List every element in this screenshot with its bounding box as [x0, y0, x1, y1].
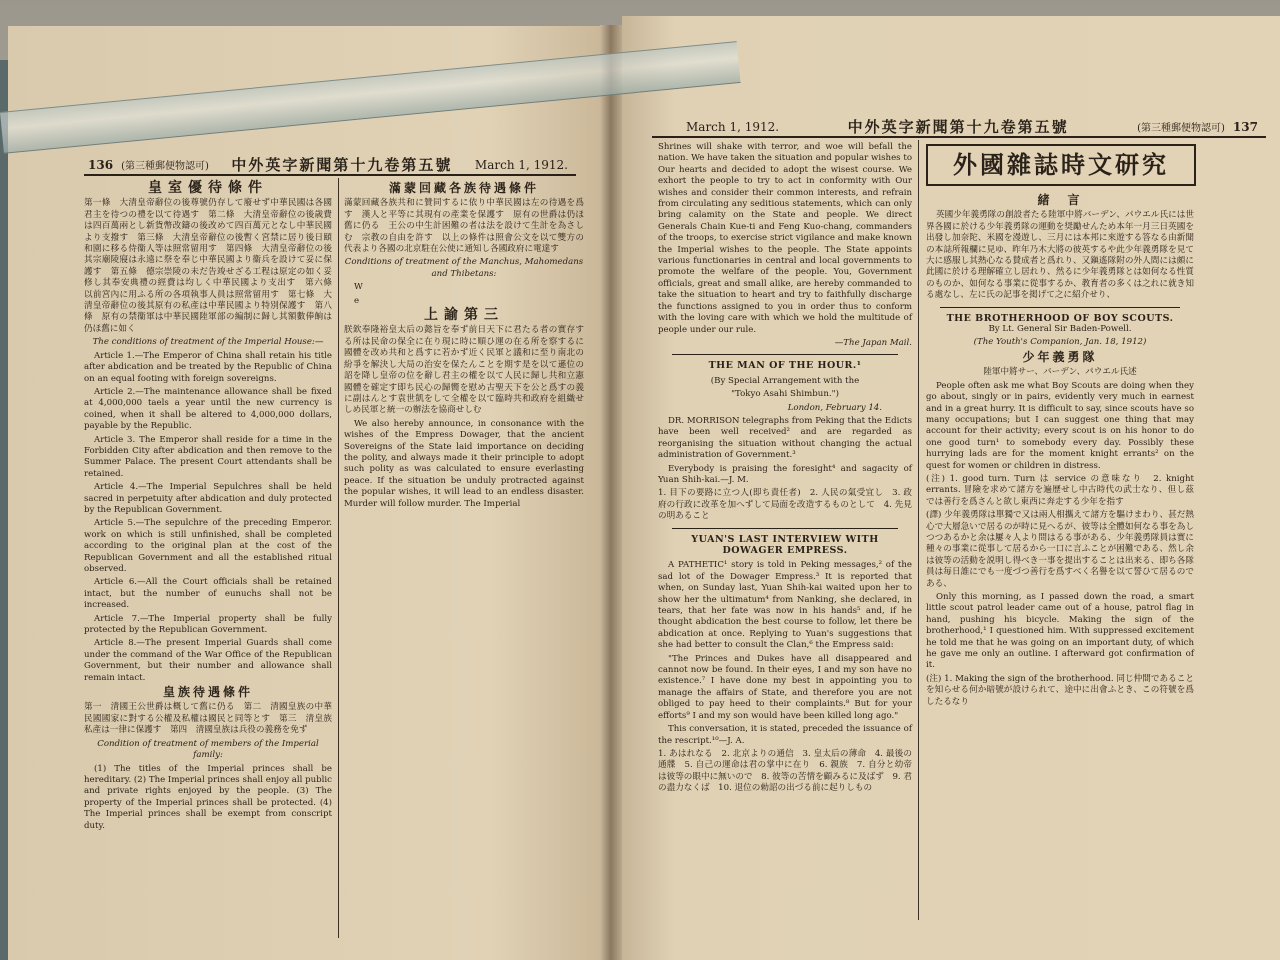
imperial-house-jp-text: 第一條 大清皇帝辭位の後尊號仍存して廢せず中華民國は各國君主を待つの禮を以て待遇す 第二條 大清皇帝辭位の後歳費は四百萬兩とし新貨幣改鑄の後改めて四百萬元となし中華民國より支撥す 第三條 大清皇帝辭位の後暫く宮禁に居り後日頤和園に移る侍衞人等は照常留用す 第四條 大清皇帝辭位の後其宗廟陵寢は永遠に祭を奉じ中華民國より衞兵を設けて妥に保護す 第五條 德宗崇陵の未だ告竣せざる工程は原定の如く妥修し其奉安典禮の經費は均しく中華民國より支出す 第六條 以前宮內に用ふる所の各項執事人員は照常留用す 第七條 大清皇帝辭位の後其原有の私產は中華民國より特別保護す 第八條 原有の禁衞軍は中華民國陸軍部の編制に歸し其額數俸餉は仍ほ舊に如く [84, 198, 341, 334]
left-column-1 [84, 180, 341, 940]
yuan-interview-para-3: This conversation, it is stated, preceded the issuance of the rescript.¹⁰—J. A. [658, 724, 912, 746]
ethnic-groups-en-heading: Conditions of treatment of the Manchus, Mahomedans and Thibetans: [344, 257, 584, 279]
right-journal-title: 中外英字新聞第十九卷第五號 [847, 118, 1069, 136]
left-permit-label: (第三種郵便物認可) [121, 161, 209, 172]
article-4: Article 4.—The Imperial Sepulchres shall be held sacred in perpetuity after abdication and duly protected by the Republican Government. [84, 482, 332, 515]
left-journal-title: 中外英字新聞第十九卷第五號 [231, 156, 453, 174]
article-separator-1 [672, 354, 898, 355]
article-separator-2 [672, 528, 898, 529]
boy-scouts-notes-1: (注) 1. good turn. Turn は service の意味なり 2. knight errants. 冒險を求めて諸方を遍歷せし中古時代の武士なり、但し茲では善行を爲さんと欲し東西に奔走する少年を指す [926, 473, 1194, 507]
imperial-family-en-heading: Condition of treatment of members of the Imperial family: [97, 738, 319, 761]
book-spine [600, 25, 624, 960]
ethnic-groups-en-2: e [354, 295, 360, 306]
article-separator-3 [940, 307, 1180, 308]
right-permit-label: (第三種郵便物認可) [1137, 123, 1225, 134]
left-column-2 [344, 180, 584, 940]
boy-scouts-jp-title: 少年義勇隊 [1022, 349, 1098, 364]
edict-three-jp-text: 朕欽奉隆裕皇太后の懿旨を奉ず前日天下に君たる者の實存する所は民命の保全に在り現に時に順ひ運の在る所を察するに國體を改め共和と爲すに若かず近く民軍と議和に至り南北の紛爭を解決し大局の治安を保たんことを期す是を以て遜位の詔を降し皇帝の位を辭し君主の權を以て人民に歸し共和立憲國體を確定す即ち民心の歸嚮を慰め古聖天下を公と爲すの義に副はんとす袁世凱をして全權を以て臨時共和政府を組織せしめ民軍と統一の辦法を協商せしむ [344, 325, 584, 416]
ethnic-groups-heading: 滿蒙回藏各族待遇條件 [388, 181, 539, 195]
article-2: Article 2.—The maintenance allowance shall be fixed at 4,000,000 taels a year until the new currency is coined, when it shall be altered to 4,000,000 dollars, payable by the Republic. [84, 386, 332, 432]
boy-scouts-para-1: People often ask me what Boy Scouts are doing when they go about, singly or in pairs, evidently very much in earnest and in a great hurry. It is difficult to say, since scouts have so many occupations; but I can suggest one thing that may account for their activity; every scout is on his honor to do one good turn¹ to somebody every day. Possibly these hurrying lads are for the moment knight errants² on the quest for women or children in distress. [926, 380, 1194, 471]
article-8: Article 8.—The present Imperial Guards shall come under the command of the War Office of the Republican Government, but their number and allowance shall remain intact. [84, 638, 332, 683]
yuan-interview-para-1: A PATHETIC¹ story is told in Peking messages,² of the sad lot of the Dowager Empress.³ It is reported that when, on Sunday last, Yuan Shih-kai waited upon her to show her the ultimatum⁴ from Nanking, she declared, in tears, that her fate was now in his hands⁵ and, if he thought abdication the best course to follow, let there be abdication at once. Replying to Yuan's suggestions that she had better to consult the Clan,⁶ the Empress said: [658, 560, 912, 651]
right-page-number: 137 [1232, 119, 1258, 134]
preface-heading: 緒 言 [1037, 193, 1083, 207]
right-page-header [622, 116, 1280, 137]
book-binding [0, 60, 8, 960]
man-of-hour-dateline: London, February 14. [787, 402, 882, 413]
right-column-divider [918, 140, 919, 920]
yuan-interview-title-2: DOWAGER EMPRESS. [722, 545, 848, 556]
left-header-rule [84, 174, 576, 176]
left-page-number: 136 [88, 157, 114, 172]
man-of-hour-sub-1: (By Special Arrangement with the [710, 375, 860, 386]
boy-scouts-para-2: Only this morning, as I passed down the road, a smart little scout patrol leader came out of a house, patrol flag in hand, pushing his bicycle. Making the sign of the brotherhood,¹ I questioned him. With suppressed excitement he told me that he was going on an important duty, of which he gave me only an outline. I afterward got confirmation of it. [926, 592, 1194, 671]
man-of-hour-sub-2: "Tokyo Asahi Shimbun.") [731, 389, 839, 400]
man-of-hour-para-2: Everybody is praising the foresight⁴ and sagacity of Yuan Shih-kai.—J. M. [658, 463, 912, 485]
edict-three-heading: 上諭第三 [424, 307, 504, 324]
man-of-hour-para-1: DR. MORRISON telegraphs from Peking that the Edicts have been well received² and are regarded as reorganising the situation without changing the actual administration of Government.³ [658, 415, 912, 461]
left-page [8, 26, 608, 960]
left-date: March 1, 1912. [474, 157, 568, 172]
right-date: March 1, 1912. [686, 119, 780, 134]
boy-scouts-source: (The Youth's Companion, Jan. 18, 1912) [973, 337, 1147, 348]
right-page [622, 16, 1280, 960]
edict-three-en-text: We also hereby announce, in consonance with the wishes of the Empress Dowager, that the ancient Sovereigns of the State laid importance on deciding the polity, and always made it their principle to adopt such polity as was calculated to ensure everlasting peace. If the situation be unduly protracted against the popular wishes, it will lead to an endless disaster. Murder will follow murder. The Imperial [344, 418, 584, 509]
imperial-house-heading: 皇室優待條件 [148, 180, 268, 196]
yuan-interview-title-1: YUAN'S LAST INTERVIEW WITH [691, 533, 879, 545]
edict-continued-text: Shrines will shake with terror, and woe will befall the nation. We have taken the situation and popular wishes to Our hearts and decided to adopt the wisest course. We exhort the people to try to act in conformity with Our wishes and consider their common interests, and refrain from circulating any seditious statements, which can only bring calamity on the State and people. We direct Generals Chain Kue-ti and Feng Kuo-chang, commanders of the troops, to exercise strict vigilance and make known the Imperial wishes to the people. The State appoints various functionaries in central and local governments to promote the welfare of the people. You, Government officials, great and small alike, are hereby commanded to take the situation to heart and try to faithfully discharge the functions assigned to you in order thus to conform with the loving care with which we hold the multitude of people under our rule. [658, 142, 912, 335]
imperial-family-en-text: (1) The titles of the Imperial princes shall be hereditary. (2) The Imperial princes shall enjoy all public and private rights enjoyed by the people. (3) The property of the Imperial princes shall be protected. (4) The Imperial princes shall be exempt from conscript duty. [84, 763, 332, 831]
boy-scouts-translation: (譯) 少年義勇隊は單獨で又は兩人相攜えて諸方を驅けまわり、甚だ熱心で大層急いで居るのが時に見へるが、彼等は全體如何なる事を為しつつあるかと余は屢々人より問はるる事がある、少年義勇隊員は實に種々の事業に從事して居るから一口に言ふことが困難である、然し余は彼等の活動を説明し得べき一事を提出することは出来る、即ち各隊員は毎日誰にでも一度づつ善行を爲すべく名譽を以て誓ひて居るのである、 [926, 510, 1194, 589]
article-3: Article 3. The Emperor shall reside for a time in the Forbidden City after abdication and then remove to the Summer Palace. The present Court attendants shall be retained. [84, 434, 332, 479]
ethnic-groups-jp-text: 滿蒙回藏各族共和に贊同するに依り中華民國は左の待遇を爲す 漢人と平等に其現有の產業を保護す 原有の世爵は仍ほ舊に仍る 王公の中生計困難の者は法を設けて生計を為さしむ 宗教の自由を許す 以上の條件は照會公文を以て雙方の代表より各國の北京駐在公使に通知し各國政府に電達す [344, 198, 584, 255]
article-6: Article 6.—All the Court officials shall be retained intact, but the number of eunuchs shall not be increased. [84, 577, 332, 611]
yuan-interview-notes: 1. あはれなる 2. 北京よりの通信 3. 皇太后の薄命 4. 最後の通牒 5. 自己の運命は君の掌中に在り 6. 親族 7. 自分と幼帝は彼等の眼中に無いので 8. 彼等の苦情を顧みるに及ばず 9. 君の盡力なくば 10. 退位の勅詔の出づる前に起りしもの [658, 748, 912, 794]
article-1: Article 1.—The Emperor of China shall retain his title after abdication and be treated by the Republic of China on an equal footing with foreign sovereigns. [84, 350, 332, 384]
right-column-2 [926, 192, 1194, 932]
man-of-hour-notes: 1. 目下の要路に立つ人(即ち責任者) 2. 人民の氣受宜し 3. 政府の行政に改革を加へずして局面を改造するものとして 4. 先見の明あること [658, 488, 912, 522]
preface-jp-text: 英國少年義勇隊の創設者たる陸軍中將バーデン、パウエル氏には世界各國に於ける少年義勇隊の運動を奨勵せんため本年一月三日英國を出發し加奈陀、米國を漫遊し、三月には本邦に來遊する答なる由新聞の本誌所報欄に見ゆ、昨年乃木大將の彼英するや此少年義勇隊を見て大に感服し其熱心なる賛成者と爲れり、又鎭遙隊附の外人間には頗に此國に於ける理解確立し居れり、然るに少年義勇隊とは如何なる性質のものか、如何なる事業に從事するか、教育者の多くは之れに就き知る處なし、左に氏の記事を掲げて之に紹介せり、 [926, 210, 1194, 301]
boy-scouts-title: THE BROTHERHOOD OF BOY SCOUTS. [946, 312, 1174, 324]
ethnic-groups-en-1: W [354, 282, 363, 293]
right-header-rule [652, 136, 1266, 138]
japan-mail-source: —The Japan Mail. [834, 337, 912, 348]
study-box-title: 外國雜誌時文研究 [926, 144, 1196, 186]
imperial-house-en-heading: The conditions of treatment of the Imperial House:— [92, 337, 324, 348]
right-column-1 [658, 142, 912, 932]
article-5: Article 5.—The sepulchre of the preceding Emperor. work on which is still unfinished, shall be completed according to the original plan at the cost of the Republican Government and all the established ritual observed. [84, 518, 332, 574]
left-page-header [8, 154, 608, 175]
imperial-family-jp-text: 第一 清國王公世爵は概して舊に仍る 第二 清國皇族の中華民國國家に對する公權及私權は國民と同等とす 第三 清皇族私產は一律に保護す 第四 清國皇族は兵役の義務を免ず [84, 702, 332, 736]
yuan-interview-para-2: "The Princes and Dukes have all disappeared and cannot now be found. In their eyes, I and my son have no existence.⁷ I have done my best in appointing you to manage the affairs of State, and therefore you are not obliged to pay heed to their complaints.⁸ But for your efforts⁹ I and my son would have been killed long ago." [658, 653, 912, 721]
man-of-hour-title: THE MAN OF THE HOUR.¹ [708, 360, 862, 372]
boy-scouts-byline: By Lt. General Sir Baden-Powell. [988, 324, 1132, 335]
imperial-family-heading: 皇族待遇條件 [162, 685, 253, 700]
boy-scouts-notes-2: (注) 1. Making the sign of the brotherhood. 同じ仲間であることを知らせる何か暗號が設けられて、途中に出會ふとき、この符號を爲したるなり [926, 673, 1194, 707]
article-7: Article 7.—The Imperial property shall be fully protected by the Republican Government. [84, 613, 332, 636]
left-column-divider [338, 178, 339, 938]
boy-scouts-jp-byline: 陸軍中將サー、バーデン、パウエル氏述 [983, 367, 1137, 378]
